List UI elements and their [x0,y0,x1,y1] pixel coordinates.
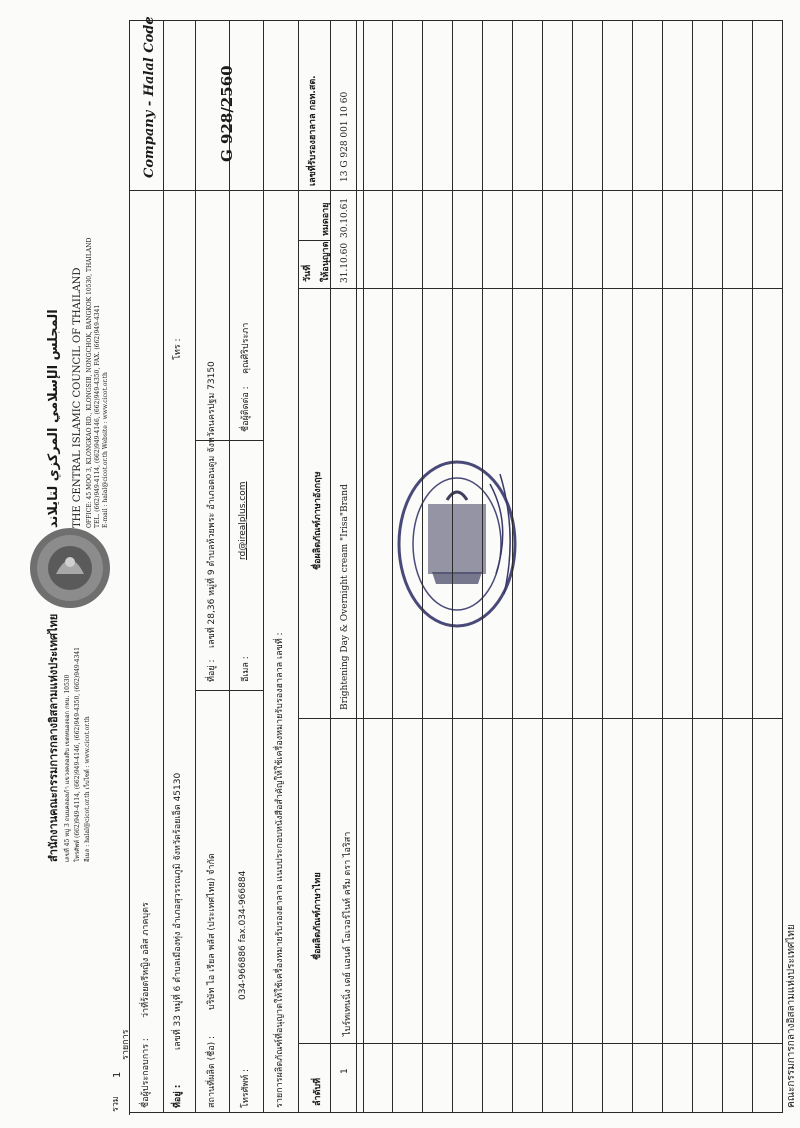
en-email: E-mail : halal@cicot.or.th Website : www.cicot.or.th [102,372,109,528]
col-en-name: ชื่อผลิตภัณฑ์ภาษาอังกฤษ [313,471,323,570]
col-date-group: วันที่ [303,264,313,282]
address-value: เลขที่ 33 หมู่ที่ 6 ตำบลเมืองทุ่ง อำเภอสุวรรณภูมิ จังหวัดร้อยเอ็ด 45130 [173,772,183,1050]
email-label: อีเมล : [241,656,251,682]
council-logo [28,526,112,610]
operator-value: ว่าที่ร้อยตรีหญิง อลิส ภาคบุตร [141,902,151,1018]
factory-address-label: ที่อยู่ : [207,659,217,682]
row-1-expires: 30.10.61 [340,197,350,238]
total-count: 1 [112,1071,123,1078]
section-header: รายการผลิตภัณฑ์ที่อนุญาตให้ใช้เครื่องหมายรับรองฮาลาล แนบประกอบหนังสือสำคัญให้ใช้เครื่องหมายรับรองฮาลาล เลขที่ : [275,632,285,1108]
col-issued: ให้อนุญาต [321,241,331,282]
contact-label: ชื่อผู้ติดต่อ : [241,386,251,432]
th-address: เลขที่ 45 หมู่ 3 ถนนคลองเก้า แขวงคลองสิบ เขตหนองจอก กทม. 10530 [64,674,71,862]
official-stamp [392,454,522,634]
factory-address-value: เลขที่ 28,36 หมู่ที่ 9 ตำบลห้วยพระ อำเภอดอนตูม จังหวัดนครปฐม 73150 [207,361,217,648]
row-1-index: 1 [340,1068,350,1074]
contact-value: คุณศิริประภา [241,322,251,374]
en-phone: TEL. (662)949-4114, (662)949-4146, (662)949-4350, FAX. (662)949-4341 [94,304,101,528]
total-label: รวม [111,1096,121,1112]
th-email: อีเมล : halal@cicot.or.th เว็บไซต์ : www.cicot.or.th [84,716,91,862]
operator-label: ชื่อผู้ประกอบการ : [141,1038,151,1108]
factory-value: บริษัท ไอ เรียล พลัส (ประเทศไทย) จำกัด [207,853,217,1010]
en-address: OFFICE: 45 MOO 3, KLONGKAO RD., KLONGSIB, NONGCHOK, BANGKOK 10530, THAILAND [86,237,93,528]
col-cert-no: เลขที่รับรองฮาลาล กอท.สต. [308,75,318,186]
row-1-th-name: ไบร์ทเทนนิ่ง เดย์ แอนด์ โอเวอร์ไนท์ ครีม ตรา ไอริสา [343,831,353,1036]
arabic-calligraphy: المجلس الإسلامي المركزي لتايلاند [46,309,61,528]
committee-signature: คณะกรรมการกลางอิสลามแห่งประเทศไทย [786,924,797,1108]
code-box-label: Company - Halal Code [142,16,157,178]
en-office-name: THE CENTRAL ISLAMIC COUNCIL OF THAILAND [72,267,83,528]
col-index: ลำดับที่ [313,1077,323,1106]
email-value: rd@irealplus.com [238,481,248,560]
items-label: รายการ [121,1029,131,1060]
code-box-value: G 928/2560 [218,65,236,162]
phone-right-label: โทร : [173,338,183,360]
col-expires: หมดอายุ [321,202,331,236]
col-th-name: ชื่อผลิตภัณฑ์ภาษาไทย [313,872,323,960]
th-office-name: สำนักงานคณะกรรมการกลางอิสลามแห่งประเทศไทย [47,613,60,862]
tel-value: 034-966886 fax.034-966884 [238,870,248,1000]
address-label: ที่อยู่ : [173,1084,183,1108]
factory-label: สถานที่ผลิต (ชื่อ) : [207,1035,217,1108]
row-1-en-name: Brightening Day & Overnight cream "Irisa"Brand [340,484,350,710]
th-phone: โทรศัพท์ (662)949-4114, (662)949-4146, (662)949-4350, (662)949-4341 [74,646,81,862]
tel-label: โทรศัพท์ : [241,1068,251,1108]
row-1-cert-no: 13 G 928 001 10 60 [340,91,350,182]
row-1-issued: 31.10.60 [340,242,350,283]
